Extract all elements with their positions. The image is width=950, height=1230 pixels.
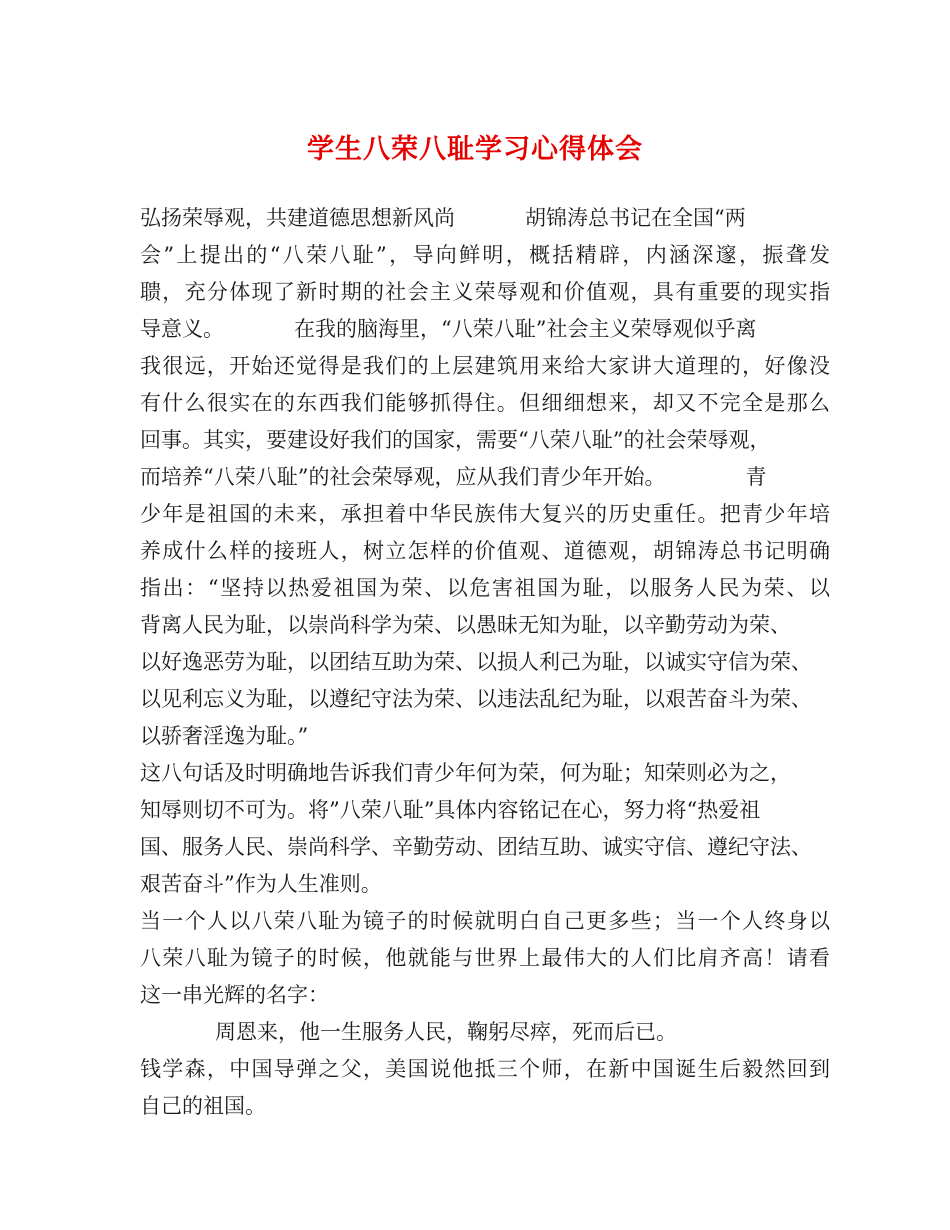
text-line: 这八句话及时明确地告诉我们青少年何为荣，何为耻；知荣则必为之， [140,761,791,785]
text-line: 养成什么样的接班人，树立怎样的价值观、道德观，胡锦涛总书记明确 [140,539,830,563]
text-line [140,200,830,237]
text-segment: 青 [745,465,767,489]
document-body [140,200,830,1125]
text-line: 钱学森，中国导弹之父，美国说他抵三个师，在新中国诞生后毅然回到 [140,1057,830,1081]
text-line: 周恩来，他一生服务人民，鞠躬尽瘁，死而后已。 [215,1020,677,1044]
text-segment: 导意义。 [140,317,224,341]
document-title: 学生八荣八耻学习心得体会 [307,134,643,165]
text-line: 回事。其实，要建设好我们的国家，需要“八荣八耻”的社会荣辱观， [140,428,771,452]
text-line: 当一个人以八荣八耻为镜子的时候就明白自己更多些；当一个人终身以 [140,909,830,933]
text-line: 国、服务人民、崇尚科学、辛勤劳动、团结互助、诚实守信、遵纪守法、 [140,835,812,859]
text-line: 背离人民为耻，以崇尚科学为荣、以愚昧无知为耻，以辛勤劳动为荣、 [140,613,791,637]
text-line: 少年是祖国的未来，承担着中华民族伟大复兴的历史重任。把青少年培 [140,502,830,526]
text-segment: 在我的脑海里，“八荣八耻”社会主义荣辱观似乎离 [294,317,757,341]
text-line [140,459,830,496]
text-line: 以见利忘义为耻，以遵纪守法为荣、以违法乱纪为耻，以艰苦奋斗为荣、 [140,687,812,711]
text-line: 会”上提出的“八荣八耻”，导向鲜明，概括精辟，内涵深邃，振聋发 [140,243,830,267]
text-segment: 弘扬荣辱观，共建道德思想新风尚 [140,206,455,230]
text-segment: 而培养“八荣八耻”的社会荣辱观，应从我们青少年开始。 [140,465,666,489]
text-line: 八荣八耻为镜子的时候，他就能与世界上最伟大的人们比肩齐高！请看 [140,946,830,970]
text-line: 自己的祖国。 [140,1094,266,1118]
text-line: 艰苦奋斗”作为人生准则。 [140,872,382,896]
text-line: 有什么很实在的东西我们能够抓得住。但细细想来，却又不完全是那么 [140,391,830,415]
text-line: 这一串光辉的名字： [140,983,329,1007]
text-line: 知辱则切不可为。将”八荣八耻”具体内容铭记在心，努力将“热爱祖 [140,798,761,822]
text-line: 以好逸恶劳为耻，以团结互助为荣、以损人利己为耻，以诚实守信为荣、 [140,650,812,674]
text-line: 指出：“坚持以热爱祖国为荣、以危害祖国为耻，以服务人民为荣、以 [140,576,830,600]
text-line [140,311,830,348]
text-line: 我很远，开始还觉得是我们的上层建筑用来给大家讲大道理的，好像没 [140,354,830,378]
text-segment: 胡锦涛总书记在全国“两 [525,206,746,230]
text-line: 以骄奢淫逸为耻。” [140,724,309,748]
text-line: 聩，充分体现了新时期的社会主义荣辱观和价值观，具有重要的现实指 [140,280,830,304]
